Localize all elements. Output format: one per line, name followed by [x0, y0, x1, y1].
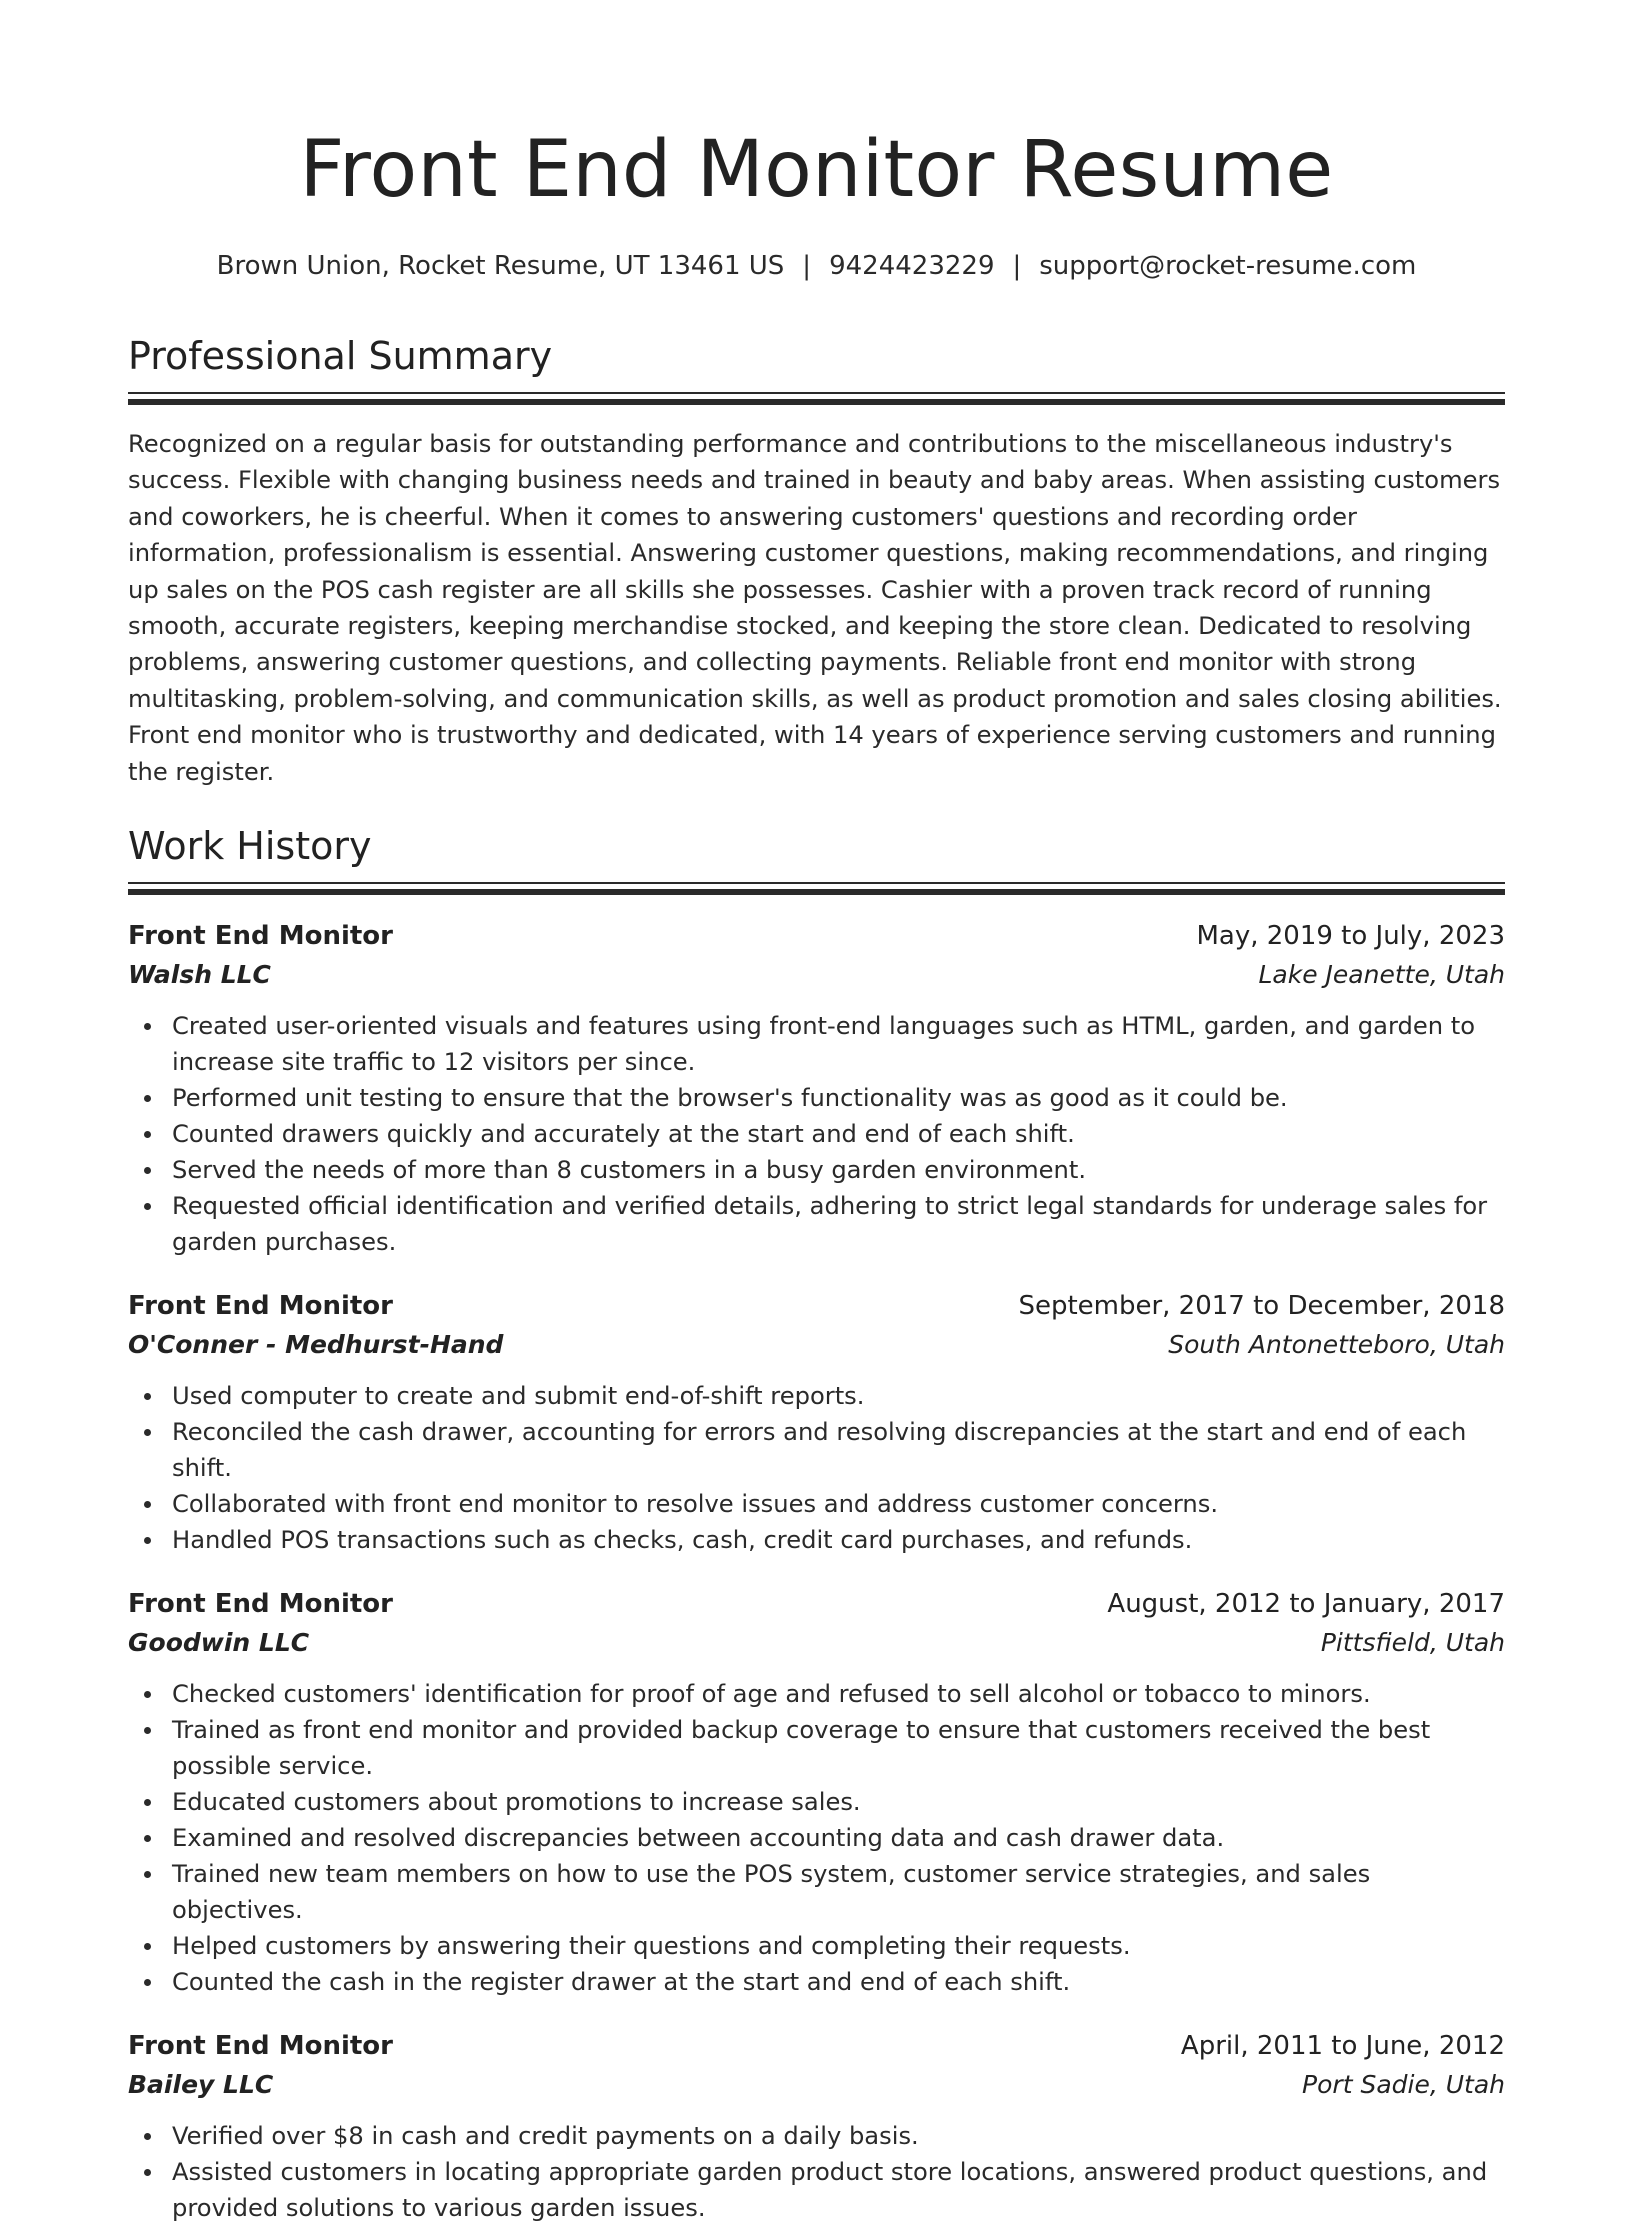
- work-history-section: [128, 822, 1505, 2226]
- job-entry: [128, 1584, 1505, 2000]
- contact-line: [128, 248, 1505, 284]
- job-bullet: Handled POS transactions such as checks, cash, credit card purchases, and refunds.: [128, 1522, 1505, 1558]
- job-bullet: Helped customers by answering their questions and completing their requests.: [128, 1928, 1505, 1964]
- job-dates: May, 2019 to July, 2023: [1196, 921, 1505, 952]
- section-heading-summary: Professional Summary: [128, 334, 553, 378]
- job-title: Front End Monitor: [128, 1589, 393, 1620]
- job-bullet: Checked customers' identification for proof of age and refused to sell alcohol or tobacco to minors.: [128, 1676, 1505, 1712]
- job-header-row: [128, 916, 1505, 956]
- job-bullet: Verified over $8 in cash and credit payments on a daily basis.: [128, 2118, 1505, 2154]
- job-dates: April, 2011 to June, 2012: [1180, 2031, 1505, 2062]
- section-divider: [128, 882, 1505, 896]
- job-entry: [128, 1286, 1505, 1558]
- job-title: Front End Monitor: [128, 921, 393, 952]
- job-dates: September, 2017 to December, 2018: [1018, 1291, 1505, 1322]
- contact-separator: |: [802, 251, 812, 281]
- job-bullet: Requested official identification and verified details, adhering to strict legal standards for underage sales for garden purchases.: [128, 1188, 1505, 1260]
- job-location: Lake Jeanette, Utah: [1258, 960, 1505, 990]
- contact-phone: 9424423229: [829, 251, 995, 281]
- resume-title: Front End Monitor Resume: [299, 125, 1334, 215]
- job-bullet: Counted the cash in the register drawer at the start and end of each shift.: [128, 1964, 1505, 2000]
- divider-thin-line: [128, 882, 1505, 884]
- job-bullet: Trained new team members on how to use the POS system, customer service strategies, and sales objectives.: [128, 1856, 1505, 1928]
- section-heading-work: Work History: [128, 824, 372, 869]
- job-company-row: [128, 1624, 1505, 1662]
- job-header-row: [128, 1286, 1505, 1326]
- job-location: Pittsfield, Utah: [1320, 1628, 1505, 1658]
- job-company-row: [128, 1326, 1505, 1364]
- job-company: Bailey LLC: [128, 2070, 274, 2100]
- job-location: South Antonetteboro, Utah: [1168, 1330, 1505, 1360]
- job-bullet: Educated customers about promotions to increase sales.: [128, 1784, 1505, 1820]
- contact-address: Brown Union, Rocket Resume, UT 13461 US: [216, 251, 785, 281]
- job-bullet: Served the needs of more than 8 customers in a busy garden environment.: [128, 1152, 1505, 1188]
- job-bullet: Trained as front end monitor and provided backup coverage to ensure that customers received the best possible service.: [128, 1712, 1505, 1784]
- job-bullet: Created user-oriented visuals and features using front-end languages such as HTML, garden, and garden to increase site traffic to 12 visitors per since.: [128, 1008, 1505, 1080]
- job-bullet-list: [128, 1008, 1505, 1260]
- job-bullet: Counted drawers quickly and accurately at the start and end of each shift.: [128, 1116, 1505, 1152]
- job-header-row: [128, 2026, 1505, 2066]
- job-bullet-list: [128, 2118, 1505, 2226]
- job-company-row: [128, 2066, 1505, 2104]
- job-bullet: Performed unit testing to ensure that the browser's functionality was as good as it could be.: [128, 1080, 1505, 1116]
- job-bullet: Reconciled the cash drawer, accounting for errors and resolving discrepancies at the start and end of each shift.: [128, 1414, 1505, 1486]
- job-bullet: Examined and resolved discrepancies between accounting data and cash drawer data.: [128, 1820, 1505, 1856]
- job-bullet-list: [128, 1676, 1505, 2000]
- job-company-row: [128, 956, 1505, 994]
- job-dates: August, 2012 to January, 2017: [1107, 1589, 1505, 1620]
- section-divider: [128, 392, 1505, 406]
- job-company: Walsh LLC: [128, 960, 271, 990]
- divider-thick-line: [128, 889, 1505, 895]
- contact-separator: |: [1012, 251, 1022, 281]
- job-entry: [128, 916, 1505, 1260]
- contact-email: support@rocket-resume.com: [1039, 251, 1417, 281]
- job-title: Front End Monitor: [128, 2031, 393, 2062]
- professional-summary-section: [128, 332, 1505, 790]
- job-bullet: Collaborated with front end monitor to resolve issues and address customer concerns.: [128, 1486, 1505, 1522]
- job-bullet-list: [128, 1378, 1505, 1558]
- divider-thin-line: [128, 392, 1505, 394]
- summary-paragraph: Recognized on a regular basis for outstanding performance and contributions to the miscellaneous industry's success. Flexible with changing business needs and trained in beauty and baby areas. When assisting customers and coworkers, he is cheerful. When it comes to answering customers' questions and recording order information, professionalism is essential. Answering customer questions, making recommendations, and ringing up sales on the POS cash register are all skills she possesses. Cashier with a proven track record of running smooth, accurate registers, keeping merchandise stocked, and keeping the store clean. Dedicated to resolving problems, answering customer questions, and collecting payments. Reliable front end monitor with strong multitasking, problem-solving, and communication skills, as well as product promotion and sales closing abilities. Front end monitor who is trustworthy and dedicated, with 14 years of experience serving customers and running the register.: [128, 430, 1502, 786]
- divider-thick-line: [128, 399, 1505, 405]
- job-company: Goodwin LLC: [128, 1628, 310, 1658]
- job-location: Port Sadie, Utah: [1302, 2070, 1505, 2100]
- job-title: Front End Monitor: [128, 1291, 393, 1322]
- job-entry: [128, 2026, 1505, 2226]
- job-company: O'Conner - Medhurst-Hand: [128, 1330, 504, 1360]
- job-bullet: Used computer to create and submit end-of-shift reports.: [128, 1378, 1505, 1414]
- job-bullet: Assisted customers in locating appropriate garden product store locations, answered product questions, and provided solutions to various garden issues.: [128, 2154, 1505, 2226]
- job-header-row: [128, 1584, 1505, 1624]
